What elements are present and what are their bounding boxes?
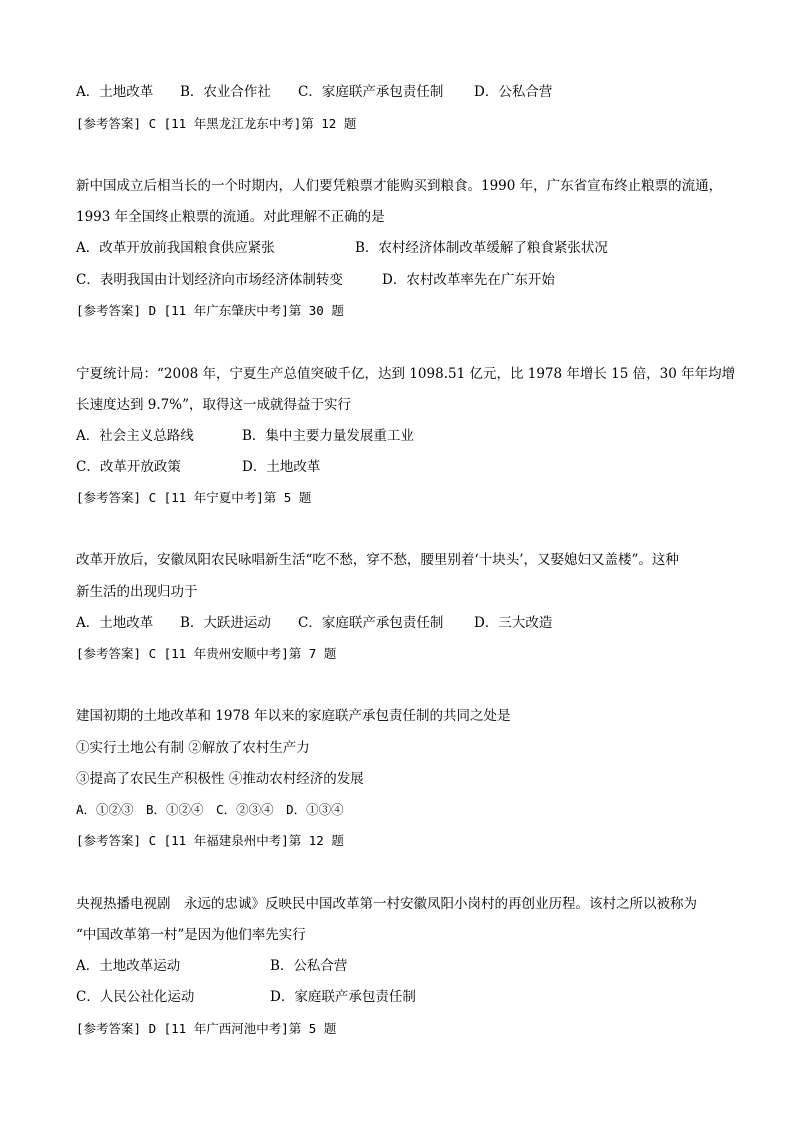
q6-option-c: C．人民公社化运动 bbox=[76, 989, 195, 1005]
q1-option-d: D．公私合营 bbox=[474, 84, 553, 100]
q2-option-d: D．农村改革率先在广东开始 bbox=[382, 272, 555, 288]
q4-option-a: A．土地改革 bbox=[76, 615, 154, 631]
q1-answer: [参考答案] C [11 年黑龙江龙东中考]第 12 题 bbox=[76, 116, 357, 131]
q5-stem-line-3: ③提高了农民生产积极性 ④推动农村经济的发展 bbox=[76, 771, 364, 787]
q4-answer: [参考答案] C [11 年贵州安顺中考]第 7 题 bbox=[76, 646, 337, 661]
q3-option-b: B．集中主要力量发展重工业 bbox=[242, 428, 414, 444]
q3-answer: [参考答案] C [11 年宁夏中考]第 5 题 bbox=[76, 490, 312, 505]
q2-answer: [参考答案] D [11 年广东肇庆中考]第 30 题 bbox=[76, 303, 344, 318]
q2-option-b: B．农村经济体制改革缓解了粮食紧张状况 bbox=[355, 240, 608, 256]
q5-options: A．①②③ B．①②④ C．②③④ D．①③④ bbox=[76, 802, 344, 817]
q3-option-a: A．社会主义总路线 bbox=[76, 428, 194, 444]
q3-option-d: D．土地改革 bbox=[242, 459, 321, 475]
q4-option-d: D．三大改造 bbox=[474, 615, 553, 631]
q3-stem-line-1: 宁夏统计局：“2008 年，宁夏生产总值突破千亿，达到 1098.51 亿元，比 1978 年增长 15 倍，30 年年均增 bbox=[76, 366, 736, 382]
q3-stem-line-2: 长速度达到 9.7%”，取得这一成就得益于实行 bbox=[76, 397, 351, 413]
q6-option-b: B．公私合营 bbox=[270, 958, 348, 974]
q6-option-d: D．家庭联产承包责任制 bbox=[270, 989, 416, 1005]
q4-stem-line-1: 改革开放后，安徽凤阳农民咏唱新生活“吃不愁，穿不愁，腰里别着‘十块头’，又娶媳妇又盖楼”。这种 bbox=[76, 552, 679, 568]
q2-option-c: C．表明我国由计划经济向市场经济体制转变 bbox=[76, 272, 343, 288]
q6-stem-line-1: 央视热播电视剧 永远的忠诚》反映民中国改革第一村安徽凤阳小岗村的再创业历程。该村之所以被称为 bbox=[76, 896, 697, 912]
q5-stem-line-2: ①实行土地公有制 ②解放了农村生产力 bbox=[76, 740, 310, 756]
q1-option-b: B．农业合作社 bbox=[180, 84, 271, 100]
q2-option-a: A．改革开放前我国粮食供应紧张 bbox=[76, 240, 275, 256]
q4-option-c: C．家庭联产承包责任制 bbox=[298, 615, 444, 631]
q2-stem-line-1: 新中国成立后相当长的一个时期内，人们要凭粮票才能购买到粮食。1990 年，广东省宣布终止粮票的流通， bbox=[76, 178, 723, 194]
q6-option-a: A．土地改革运动 bbox=[76, 958, 181, 974]
q5-answer: [参考答案] C [11 年福建泉州中考]第 12 题 bbox=[76, 833, 344, 848]
q3-option-c: C．改革开放政策 bbox=[76, 459, 181, 475]
q1-option-c: C．家庭联产承包责任制 bbox=[298, 84, 444, 100]
q6-stem-line-2: “中国改革第一村”是因为他们率先实行 bbox=[76, 927, 306, 943]
q5-stem-line-1: 建国初期的土地改革和 1978 年以来的家庭联产承包责任制的共同之处是 bbox=[76, 708, 511, 724]
q4-stem-line-2: 新生活的出现归功于 bbox=[76, 584, 198, 600]
q1-option-a: A．土地改革 bbox=[76, 84, 154, 100]
q6-answer: [参考答案] D [11 年广西河池中考]第 5 题 bbox=[76, 1021, 337, 1036]
q4-option-b: B．大跃进运动 bbox=[180, 615, 271, 631]
q2-stem-line-2: 1993 年全国终止粮票的流通。对此理解不正确的是 bbox=[76, 209, 385, 225]
